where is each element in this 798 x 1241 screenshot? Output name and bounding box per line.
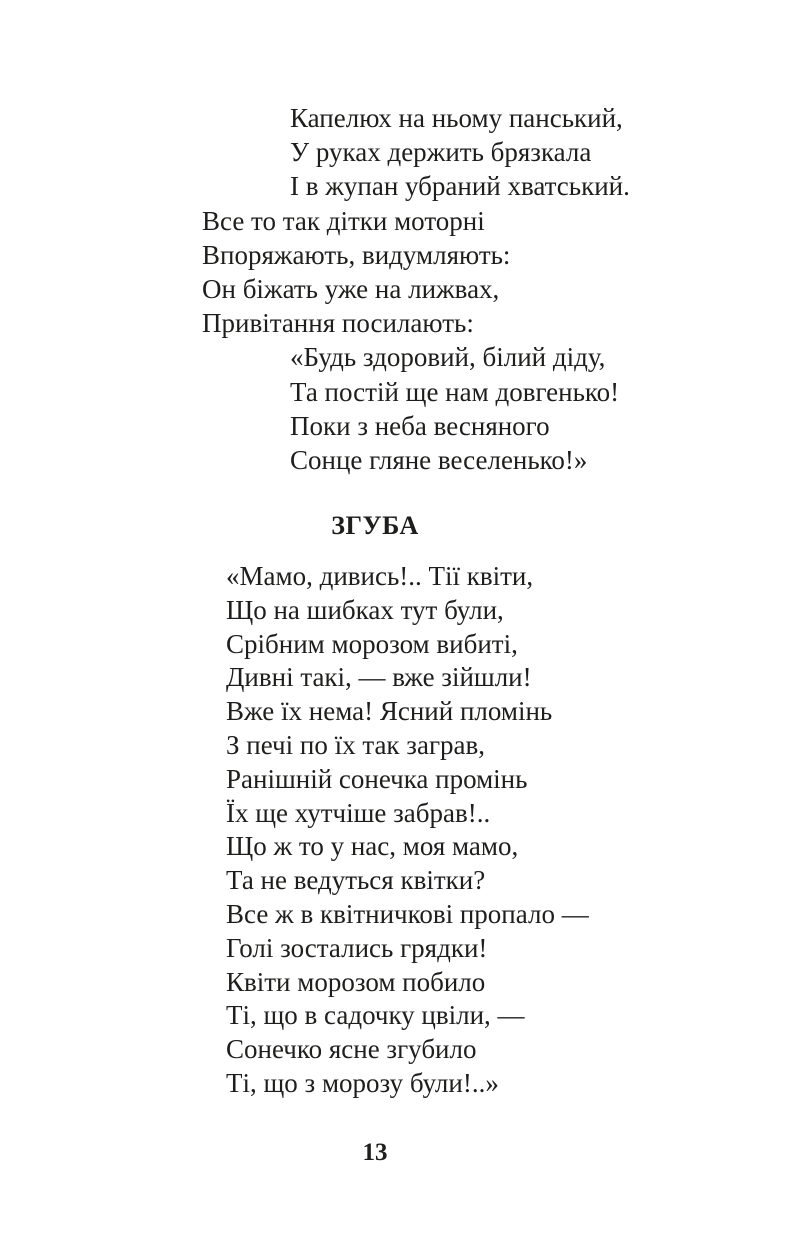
poem-second-stanza — [226, 560, 589, 1101]
verse-line: «Будь здоровий, білий діду, — [290, 342, 606, 373]
stanza-block — [202, 204, 630, 341]
verse-line: Та постій ще нам довгенько! — [290, 376, 620, 407]
verse-line: Що на шибках тут були, — [226, 594, 504, 625]
verse-line: Їх ще хутчіше забрав!.. — [226, 797, 491, 828]
verse-line: З печі по їх так заграв, — [226, 729, 486, 760]
verse-line: Все то так дітки моторні — [202, 205, 485, 236]
verse-line: «Мамо, дивись!.. Тії квіти, — [226, 561, 534, 591]
verse-line: Поки з неба весняного — [290, 410, 550, 441]
poem-first-stanzas — [202, 101, 630, 477]
verse-line: Он біжать уже на лижвах, — [202, 274, 500, 305]
verse-line: Срібним морозом вибиті, — [226, 628, 518, 659]
verse-line: Що ж то у нас, моя мамо, — [226, 831, 519, 862]
verse-line: Та не ведуться квітки? — [226, 865, 486, 896]
verse-line: Дивні такі, — вже зійшли! — [226, 662, 532, 693]
verse-line: Впоряжають, видумляють: — [202, 239, 511, 270]
verse-line: Сонце гляне веселенько!» — [290, 445, 588, 476]
verse-line: Сонечко ясне згубило — [226, 1034, 477, 1065]
verse-line: Ранішній сонечка промінь — [226, 763, 528, 794]
verse-line: І в жупан убраний хватський. — [290, 171, 630, 202]
poem-title: ЗГУБА — [331, 511, 419, 540]
stanza-block — [290, 340, 630, 477]
verse-line: Голі зостались грядки! — [226, 932, 488, 963]
stanza-block — [290, 101, 630, 204]
verse-line: Привітання посилають: — [202, 308, 474, 339]
verse-line: Вже їх нема! Ясний пломінь — [226, 696, 553, 727]
verse-line: Капелюх на ньому панський, — [290, 103, 623, 133]
page-number: 13 — [362, 1139, 388, 1166]
verse-line: У руках держить брязкала — [290, 137, 592, 168]
verse-line: Ті, що з морозу були!..» — [226, 1067, 499, 1098]
verse-line: Ті, що в садочку цвіли, — — [226, 1000, 525, 1031]
verse-line: Квіти морозом побило — [226, 966, 486, 997]
verse-line: Все ж в квітничкові пропало — — [226, 898, 589, 929]
